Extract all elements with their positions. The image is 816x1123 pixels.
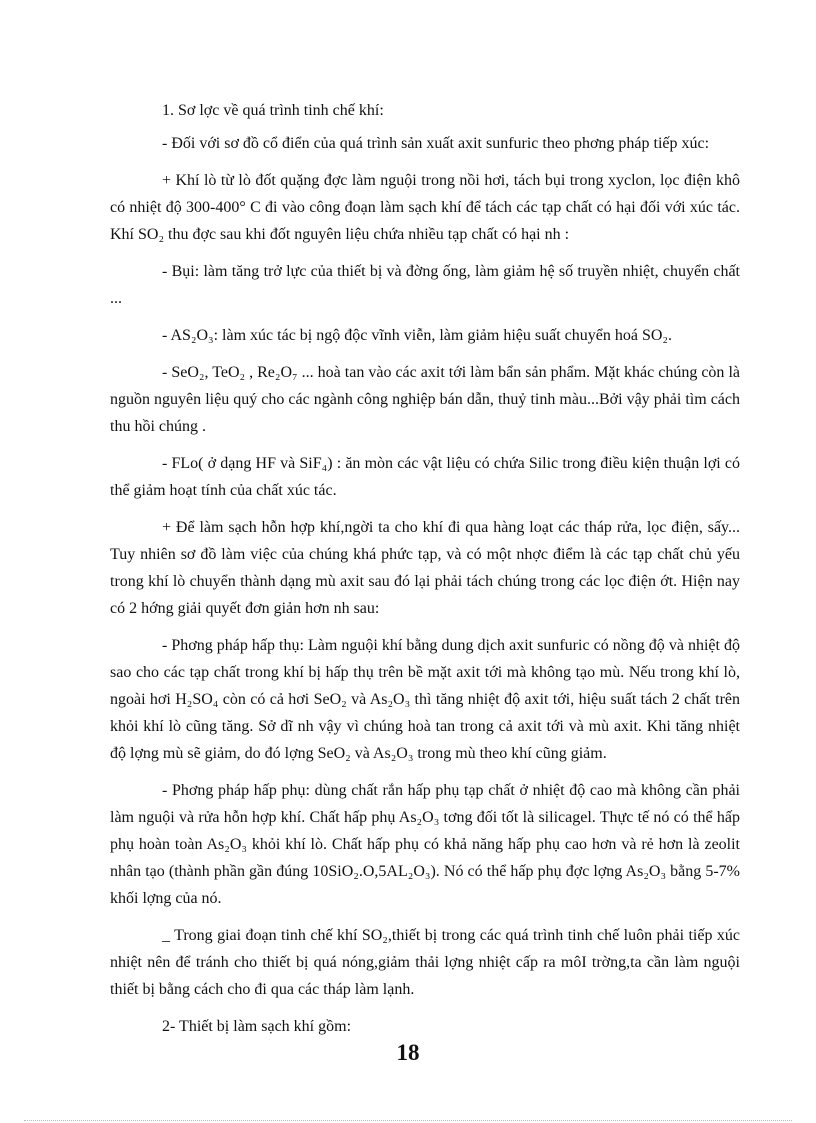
paragraph: + Để làm sạch hỗn hợp khí,ngời ta cho khí đi qua hàng loạt các tháp rửa, lọc điện, sấy... Tuy nhiên sơ đồ làm việc của chúng khá phức tạp, và có một nhợc điểm là các tạp chất chủ yếu trong khí lò chuyển thành dạng mù axit sau đó lại phải tách chúng trong các lọc điện ớt. Hiện nay có 2 hớng giải quyết đơn giản hơn nh sau: xyxy=(110,519,740,617)
paragraph: - Phơng pháp hấp phụ: dùng chất rắn hấp phụ tạp chất ở nhiệt độ cao mà không cần phải làm nguội và rửa hỗn hợp khí. Chất hấp phụ As₂O₃ tơng đối tốt là silicagel. Thực tế nó có thể hấp phụ hoàn toàn As₂O₃ khỏi khí lò. Chất hấp phụ có khả năng hấp phụ cao hơn và rẻ hơn là zeolit nhân tạo (thành phần gần đúng 10SiO₂.O,5AL₂O₃). Nó có thể hấp phụ đợc lợng As₂O₃ bằng 5-7% khối lợng của nó. xyxy=(110,782,740,907)
paragraph: - FLo( ở dạng HF và SiF₄) : ăn mòn các vật liệu có chứa Silic trong điều kiện thuận lợi có thể giảm hoạt tính của chất xúc tác. xyxy=(110,455,740,499)
paragraph: - Phơng pháp hấp thụ: Làm nguội khí bằng dung dịch axit sunfuric có nồng độ và nhiệt độ sao cho các tạp chất trong khí bị hấp thụ trên bề mặt axit tới mà không tạo mù. Nếu trong khí lò, ngoài hơi H₂SO₄ còn có cả hơi SeO₂ và As₂O₃ thì tăng nhiệt độ axit tới, hiệu suất tách 2 chất trên khỏi khí lò cũng tăng. Sở dĩ nh vậy vì chúng hoà tan trong cả axit tới và mù axit. Khi tăng nhiệt độ lợng mù sẽ giảm, do đó lợng SeO₂ và As₂O₃ trong mù theo khí cũng giảm. xyxy=(110,637,740,762)
page-number: 18 xyxy=(396,1040,420,1065)
paragraph: - AS₂O₃: làm xúc tác bị ngộ độc vĩnh viễn, làm giảm hiệu suất chuyển hoá SO₂. xyxy=(162,327,672,344)
section-heading: 1. Sơ lợc về quá trình tinh chế khí: xyxy=(162,102,384,119)
footer-divider xyxy=(24,1120,792,1121)
paragraph: _ Trong giai đoạn tinh chế khí SO₂,thiết bị trong các quá trình tinh chế luôn phải tiếp xúc nhiệt nên để tránh cho thiết bị quá nóng,giảm thải lợng nhiệt cấp ra môI trờng,ta cần làm nguội thiết bị bằng cách cho đi qua các tháp làm lạnh. xyxy=(110,927,740,998)
body-text xyxy=(110,97,740,1050)
paragraph: + Khí lò từ lò đốt quặng đợc làm nguội trong nồi hơi, tách bụi trong xyclon, lọc điện khô có nhiệt độ 300-400° C đi vào công đoạn làm sạch khí để tách các tạp chất có hại đối với xúc tác. Khí SO₂ thu đợc sau khi đốt nguyên liệu chứa nhiều tạp chất có hại nh : xyxy=(110,172,740,243)
paragraph: - Đối với sơ đồ cổ điển của quá trình sản xuất axit sunfuric theo phơng pháp tiếp xúc: xyxy=(162,135,710,152)
paragraph: - Bụi: làm tăng trở lực của thiết bị và đờng ống, làm giảm hệ số truyền nhiệt, chuyển chất ... xyxy=(110,263,740,307)
paragraph: - SeO₂, TeO₂ , Re₂O₇ ... hoà tan vào các axit tới làm bẩn sản phẩm. Mặt khác chúng còn là nguồn nguyên liệu quý cho các ngành công nghiệp bán dẫn, thuỷ tinh màu...Bởi vậy phải tìm cách thu hồi chúng . xyxy=(110,364,740,435)
section-heading: 2- Thiết bị làm sạch khí gồm: xyxy=(162,1018,352,1035)
